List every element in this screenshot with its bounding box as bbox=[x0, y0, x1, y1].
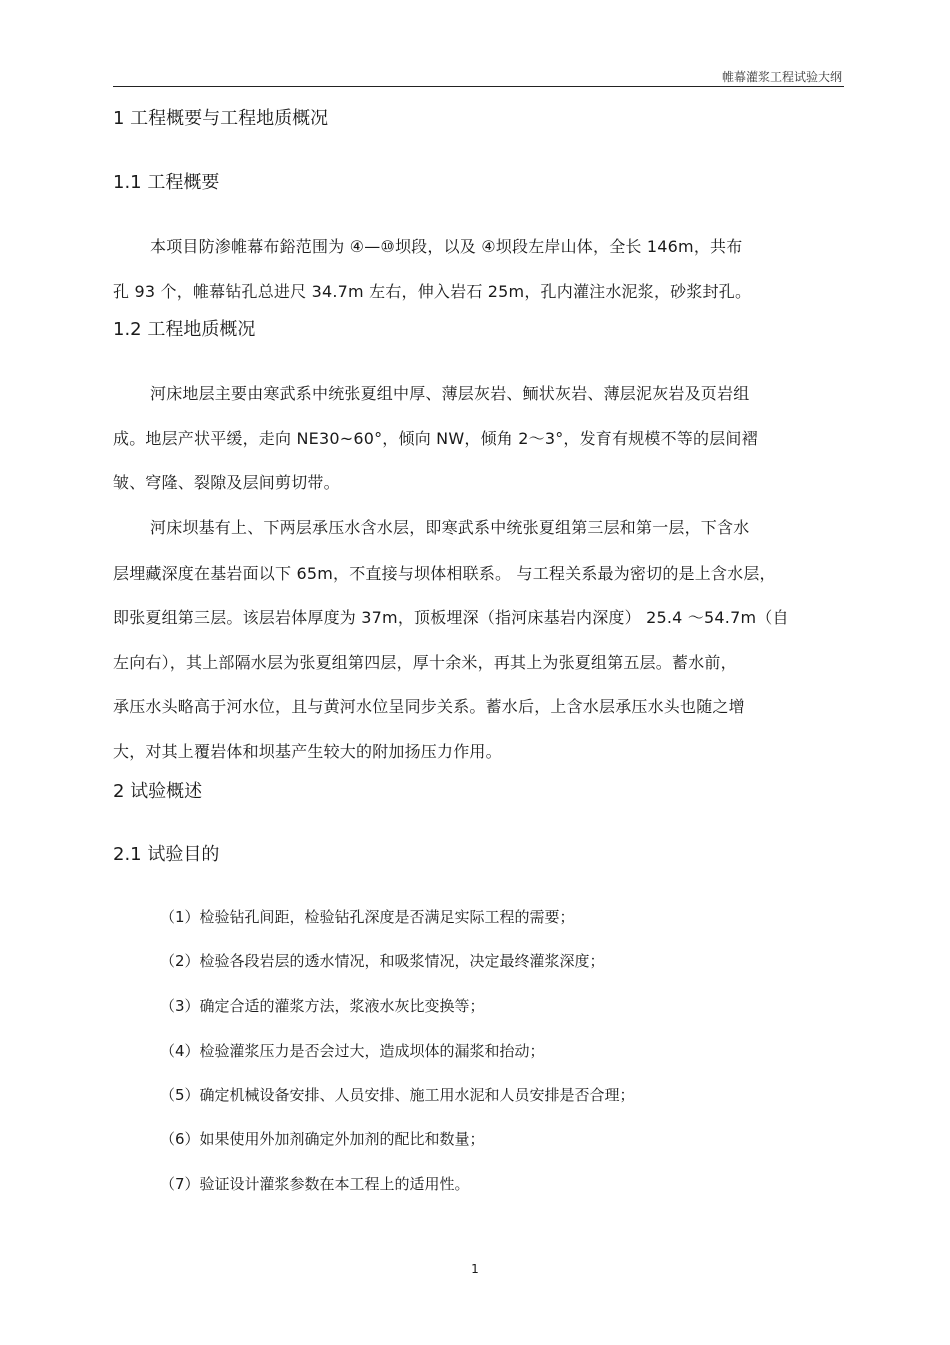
list-item: （7）验证设计灌浆参数在本工程上的适用性。 bbox=[160, 1175, 470, 1193]
paragraph-line: 本项目防渗帷幕布鋊范围为 ④—⑩坝段，以及 ④坝段左岸山体，全长 146m，共布 bbox=[150, 237, 743, 256]
paragraph-line: 左向右），其上部隔水层为张夏组第四层，厚十余米，再其上为张夏组第五层。蓄水前， bbox=[113, 653, 737, 672]
paragraph-line: 孔 93 个，帷幕钻孔总进尺 34.7m 左右，伸入岩石 25m，孔内灌注水泥浆，砂浆封孔。 bbox=[113, 282, 752, 301]
paragraph-line: 层埋藏深度在基岩面以下 65m，不直接与坝体相联系。 与工程关系最为密切的是上含水层， bbox=[113, 564, 776, 583]
paragraph-line: 大，对其上覆岩体和坝基产生较大的附加扬压力作用。 bbox=[113, 742, 502, 761]
section-1-1-heading: 1.1 工程概要 bbox=[113, 172, 220, 193]
section-2-heading: 2 试验概述 bbox=[113, 781, 203, 802]
paragraph-line: 河床地层主要由寒武系中统张夏组中厚、薄层灰岩、鲕状灰岩、薄层泥灰岩及页岩组 bbox=[150, 384, 750, 403]
list-item: （5）确定机械设备安排、人员安排、施工用水泥和人员安排是否合理； bbox=[160, 1086, 635, 1104]
list-item: （6）如果使用外加剂确定外加剂的配比和数量； bbox=[160, 1130, 485, 1148]
section-1-heading: 1 工程概要与工程地质概况 bbox=[113, 108, 329, 129]
list-item: （2）检验各段岩层的透水情况，和吸浆情况，决定最终灌浆深度； bbox=[160, 952, 605, 970]
paragraph-line: 成。地层产状平缓，走向 NE30~60°，倾向 NW，倾角 2～3°，发育有规模不等的层间褶 bbox=[113, 429, 758, 448]
paragraph-line: 承压水头略高于河水位，且与黄河水位呈同步关系。蓄水后，上含水层承压水头也随之增 bbox=[113, 697, 745, 716]
paragraph-line: 皱、穹隆、裂隙及层间剪切带。 bbox=[113, 473, 340, 492]
list-item: （1）检验钻孔间距，检验钻孔深度是否满足实际工程的需要； bbox=[160, 908, 575, 926]
page-number: 1 bbox=[471, 1262, 479, 1276]
section-2-1-heading: 2.1 试验目的 bbox=[113, 844, 220, 865]
list-item: （4）检验灌浆压力是否会过大，造成坝体的漏浆和抬动； bbox=[160, 1042, 545, 1060]
paragraph-line: 河床坝基有上、下两层承压水含水层，即寒武系中统张夏组第三层和第一层，下含水 bbox=[150, 518, 750, 537]
header-rule bbox=[113, 86, 844, 87]
running-header: 帷幕灌浆工程试验大纲 bbox=[721, 70, 842, 84]
paragraph-line: 即张夏组第三层。该层岩体厚度为 37m，顶板埋深（指河床基岩内深度） 25.4 ～54.7m（自 bbox=[113, 608, 789, 627]
section-1-2-heading: 1.2 工程地质概况 bbox=[113, 319, 256, 340]
list-item: （3）确定合适的灌浆方法，浆液水灰比变换等； bbox=[160, 997, 485, 1015]
